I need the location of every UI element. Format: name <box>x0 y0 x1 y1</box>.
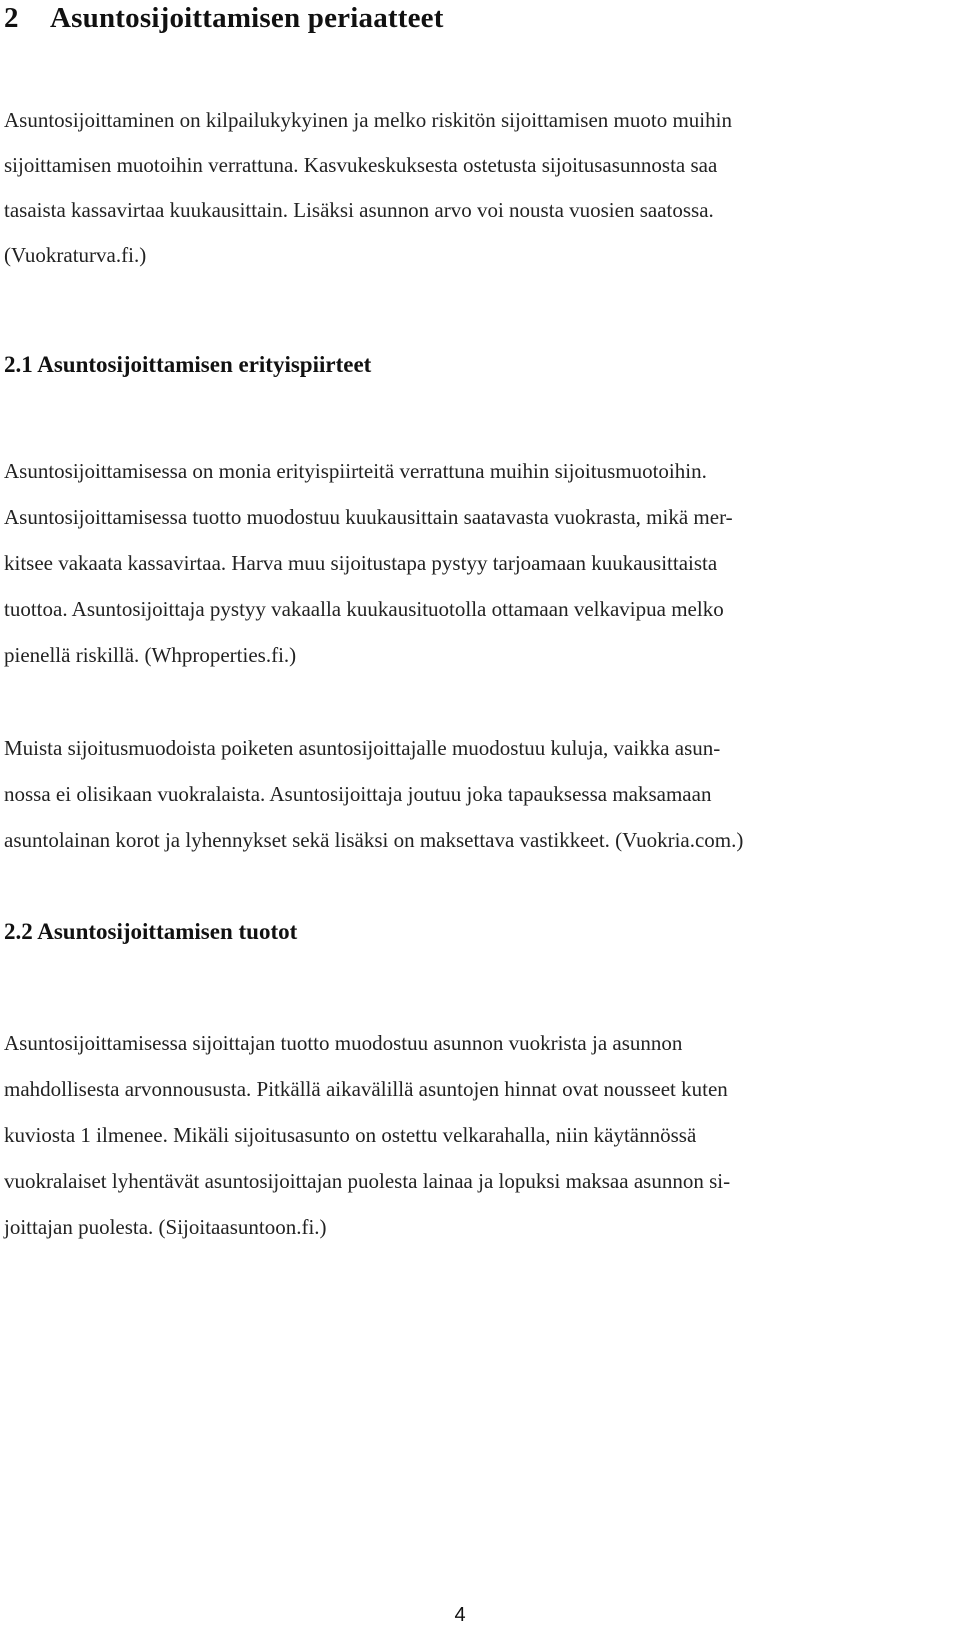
text-line: kuviosta 1 ilmenee. Mikäli sijoitusasunto on ostettu velkarahalla, niin käytännössä <box>4 1123 697 1147</box>
text-line: Asuntosijoittamisessa tuotto muodostuu kuukausittain saatavasta vuokrasta, mikä mer- <box>4 505 733 529</box>
text-line: Asuntosijoittaminen on kilpailukykyinen ja melko riskitön sijoittamisen muoto muihin <box>4 108 732 132</box>
text-line: asuntolainan korot ja lyhennykset sekä lisäksi on maksettava vastikkeet. (Vuokria.com.) <box>4 828 744 852</box>
text-line: Muista sijoitusmuodoista poiketen asuntosijoittajalle muodostuu kuluja, vaikka asun- <box>4 736 721 760</box>
section-heading-2-2: 2.2 Asuntosijoittamisen tuotot <box>4 919 298 944</box>
text-line: joittajan puolesta. (Sijoitaasuntoon.fi.) <box>4 1215 327 1239</box>
section-2-1-paragraph-1 <box>4 448 934 678</box>
section-2-2-paragraph-1 <box>4 1020 934 1250</box>
text-line: tasaista kassavirtaa kuukausittain. Lisäksi asunnon arvo voi nousta vuosien saatossa. <box>4 198 714 222</box>
chapter-title: Asuntosijoittamisen periaatteet <box>50 2 444 34</box>
text-line: nossa ei olisikaan vuokralaista. Asuntosijoittaja joutuu joka tapauksessa maksamaan <box>4 782 712 806</box>
page-number: 4 <box>454 1604 466 1626</box>
text-line: sijoittamisen muotoihin verrattuna. Kasvukeskuksesta ostetusta sijoitusasunnosta saa <box>4 153 718 177</box>
text-line: kitsee vakaata kassavirtaa. Harva muu sijoitustapa pystyy tarjoamaan kuukausittaista <box>4 551 718 575</box>
text-line: (Vuokraturva.fi.) <box>4 243 147 267</box>
text-line: Asuntosijoittamisessa sijoittajan tuotto muodostuu asunnon vuokrista ja asunnon <box>4 1031 683 1055</box>
section-2-1-paragraph-2 <box>4 725 934 863</box>
text-line: pienellä riskillä. (Whproperties.fi.) <box>4 643 297 667</box>
text-line: mahdollisesta arvonnousustа. Pitkällä aikavälillä asuntojen hinnat ovat nousseet kuten <box>4 1077 728 1101</box>
section-heading-2-1: 2.1 Asuntosijoittamisen erityispiirteet <box>4 352 372 377</box>
chapter-heading <box>4 0 444 36</box>
text-line: tuottoa. Asuntosijoittaja pystyy vakaalla kuukausituotolla ottamaan velkavipua melko <box>4 597 724 621</box>
text-line: Asuntosijoittamisessa on monia erityispiirteitä verrattuna muihin sijoitusmuotoihin. <box>4 459 707 483</box>
chapter-number: 2 <box>4 2 19 34</box>
text-line: vuokralaiset lyhentävät asuntosijoittajan puolesta lainaa ja lopuksi maksaa asunnon si- <box>4 1169 731 1193</box>
intro-paragraph <box>4 98 934 278</box>
